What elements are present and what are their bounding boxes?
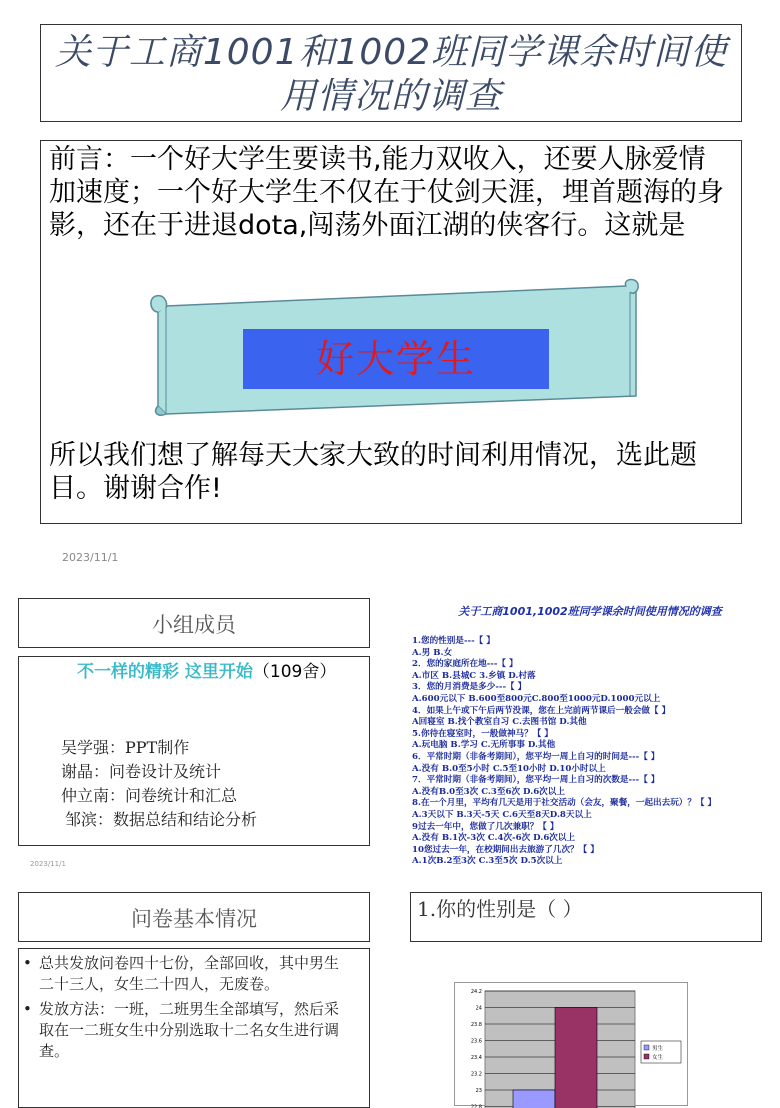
survey-line: A.没有B.0至3次 C.3至6次 D.6次以上: [412, 787, 777, 799]
members-content-box: [18, 656, 370, 846]
member-item: 谢晶：问卷设计及统计: [61, 759, 221, 782]
slogan-highlight: 不一样的精彩 这里开始: [29, 662, 253, 682]
slide2-date: 2023/11/1: [30, 860, 66, 868]
survey-title: 关于工商1001,1002班同学课余时间使用情况的调查: [410, 603, 770, 619]
slide1-intro-text: 前言：一个好大学生要读书,能力双收入，还要人脉爱情加速度；一个好大学生不仅在于仗剑天涯，埋首题海的身影，还在于进退dota,闯荡外面江湖的侠客行。这就是: [49, 143, 729, 242]
survey-line: 2．您的家庭所在地---【 】: [412, 659, 777, 671]
survey-line: 9过去一年中，您做了几次兼职？【 】: [412, 822, 777, 834]
y-tick-label: 23: [476, 1088, 482, 1094]
survey-line: A.1次B.2至3次 C.3至5次 D.5次以上: [412, 856, 777, 868]
y-tick-label: 23.4: [471, 1055, 482, 1061]
gender-question-title: 1.你的性别是（ ）: [417, 893, 582, 922]
y-tick-label: 23.6: [471, 1039, 482, 1045]
legend-swatch: [644, 1054, 649, 1059]
members-title: 小组成员: [19, 609, 369, 639]
legend-swatch: [644, 1045, 649, 1050]
basic-info-title-box: [18, 892, 370, 942]
bullet-item: [23, 999, 353, 1062]
survey-line: A.3天以下 B.3天-5天 C.6天至8天D.8天以上: [412, 810, 777, 822]
survey-line: A.没有 B.0至5小时 C.5至10小时 D.10小时以上: [412, 764, 777, 776]
slide1-date: 2023/11/1: [62, 551, 118, 564]
survey-question-list: [412, 636, 777, 868]
survey-line: 8.在一个月里，平均有几天是用于社交活动（会友，聚餐，一起出去玩）？【 】: [412, 798, 777, 810]
slide1-content-box: [40, 140, 742, 524]
survey-line: A.600元以下 B.600至800元C.800至1000元D.1000元以上: [412, 694, 777, 706]
survey-line: 4．如果上午或下午后两节没课，您在上完前两节课后一般会做【 】: [412, 706, 777, 718]
slide1-closing-text: 所以我们想了解每天大家大致的时间利用情况，选此题目。谢谢合作!: [49, 439, 729, 505]
legend-label: 女生: [652, 1053, 664, 1061]
survey-line: 7．平常时期（非备考期间），您平均一周上自习的次数是---【 】: [412, 775, 777, 787]
survey-line: A回寝室 B.找个教室自习 C.去图书馆 D.其他: [412, 717, 777, 729]
legend-label: 男生: [652, 1044, 664, 1052]
bar-male: [513, 1090, 555, 1108]
survey-line: A.没有 B.1次-3次 C.4次-6次 D.6次以上: [412, 833, 777, 845]
survey-line: A.男 B.女: [412, 648, 777, 660]
bullet-text: 发放方法：一班，二班男生全部填写，然后采取在一二班女生中分别选取十二名女生进行调查。: [23, 999, 353, 1062]
bullet-dot-icon: •: [23, 953, 32, 974]
slide1-title-box: [40, 24, 742, 122]
member-item: 吴学强：PPT制作: [61, 735, 189, 758]
survey-line: 3．您的月消费是多少---【 】: [412, 682, 777, 694]
basic-info-title: 问卷基本情况: [19, 903, 369, 933]
slogan-suffix: （109舍）: [253, 662, 336, 682]
bar-female: [555, 1008, 597, 1108]
member-item: 邹滨：数据总结和结论分析: [65, 807, 257, 830]
slide1-title: 关于工商1001和1002班同学课余时间使用情况的调查: [41, 31, 741, 119]
y-tick-label: 24.2: [471, 989, 482, 995]
y-tick-label: 23.2: [471, 1072, 482, 1078]
banner-label: 好大学生: [243, 329, 549, 389]
survey-line: A.市区 B.县城C 3.乡镇 D.村落: [412, 671, 777, 683]
bullet-item: [23, 953, 353, 995]
bullet-text: 总共发放问卷四十七份，全部回收，其中男生二十三人，女生二十四人，无废卷。: [23, 953, 353, 995]
gender-question-box: [410, 892, 762, 942]
members-slogan: [29, 659, 364, 685]
y-tick-label: 24: [476, 1006, 482, 1012]
survey-line: 1.您的性别是---【 】: [412, 636, 777, 648]
survey-line: A.玩电脑 B.学习 C.无所事事 D.其他: [412, 740, 777, 752]
basic-info-content-box: [18, 948, 370, 1108]
survey-line: 10您过去一年，在校期间出去旅游了几次？【 】: [412, 845, 777, 857]
gender-chart: [454, 982, 688, 1106]
survey-line: 5.你待在寝室时，一般做神马？【 】: [412, 729, 777, 741]
gender-chart-svg: [455, 983, 687, 1105]
y-tick-label: 22.8: [471, 1105, 482, 1108]
members-title-box: [18, 598, 370, 648]
bullet-dot-icon: •: [23, 999, 32, 1020]
y-tick-label: 23.8: [471, 1022, 482, 1028]
member-item: 仲立南：问卷统计和汇总: [61, 783, 237, 806]
survey-line: 6．平常时期（非备考期间），您平均一周上自习的时间是---【 】: [412, 752, 777, 764]
